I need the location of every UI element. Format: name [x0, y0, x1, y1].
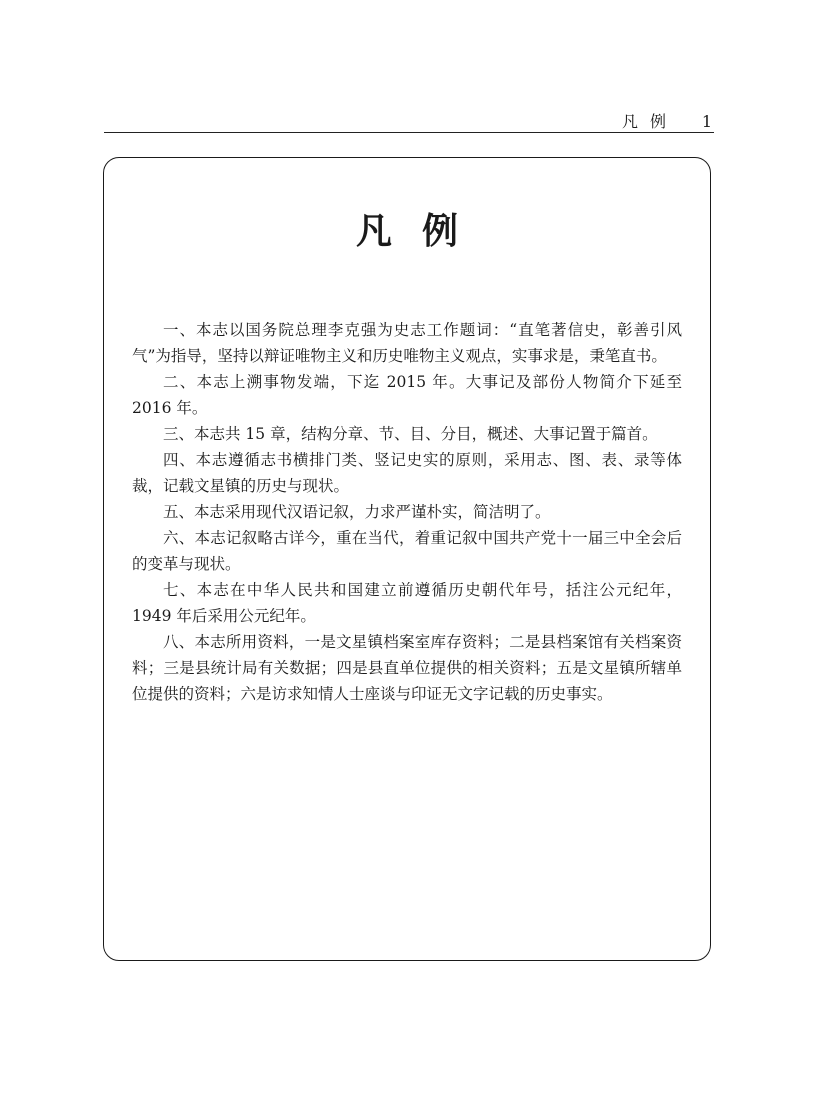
list-item: 六、本志记叙略古详今，重在当代，着重记叙中国共产党十一届三中全会后的变革与现状。 — [132, 529, 682, 573]
running-title: 凡例 — [621, 112, 678, 131]
item-list — [132, 317, 682, 707]
list-item: 八、本志所用资料，一是文星镇档案室库存资料；二是县档案馆有关档案资料；三是县统计局有关数据；四是县直单位提供的相关资料；五是文星镇所辖单位提供的资料；六是访求知情人士座谈与印证无文字记载的历史事实。 — [132, 633, 682, 703]
content-frame — [103, 157, 711, 961]
list-item: 二、本志上溯事物发端，下迄 2015 年。大事记及部份人物简介下延至 2016 年。 — [132, 373, 682, 417]
list-item: 七、本志在中华人民共和国建立前遵循历史朝代年号，括注公元纪年，1949 年后采用公元纪年。 — [132, 581, 682, 625]
page-title: 凡例 — [355, 210, 488, 252]
running-header — [104, 112, 714, 133]
list-item: 三、本志共 15 章，结构分章、节、目、分目，概述、大事记置于篇首。 — [163, 425, 658, 443]
list-item: 五、本志采用现代汉语记叙，力求严谨朴实，简洁明了。 — [163, 503, 551, 521]
list-item: 四、本志遵循志书横排门类、竖记史实的原则，采用志、图、表、录等体裁，记载文星镇的历史与现状。 — [132, 451, 682, 495]
list-item: 一、本志以国务院总理李克强为史志工作题词：“直笔著信史，彰善引风气”为指导，坚持以辩证唯物主义和历史唯物主义观点，实事求是，秉笔直书。 — [132, 321, 682, 365]
page-number: 1 — [701, 112, 712, 131]
